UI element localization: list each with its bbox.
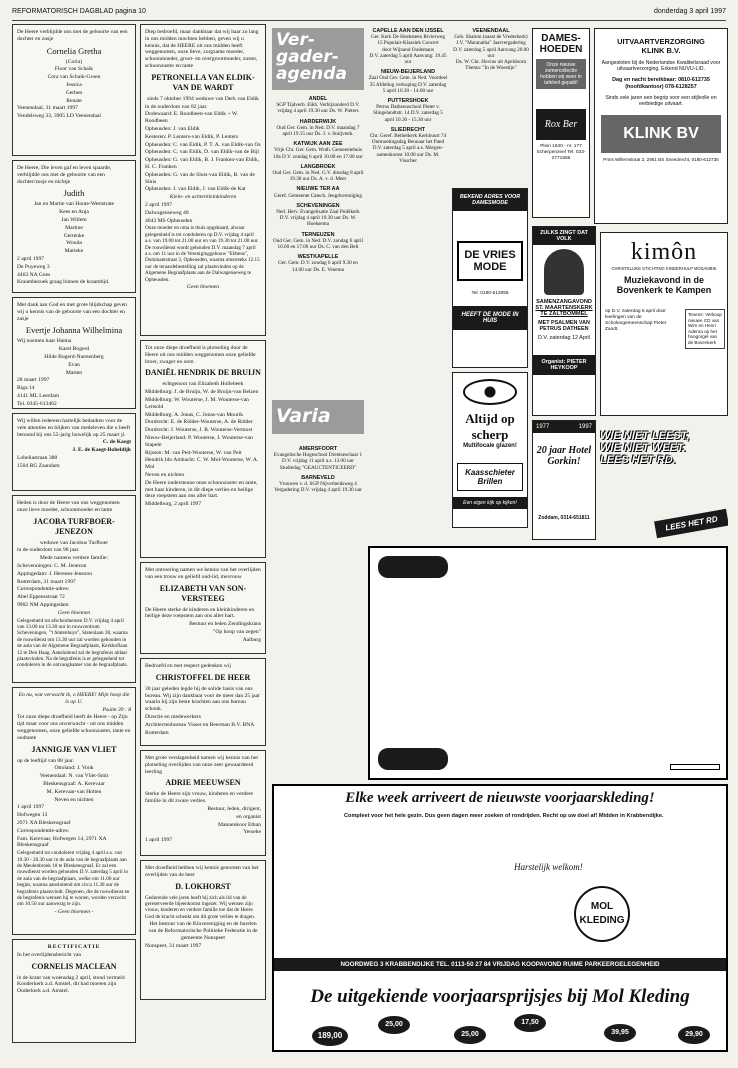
zulks-org: Organist: PIETER HEYKOOP [533,355,595,375]
dames-brand: Rox Ber [536,109,586,140]
ann10-sign1: Architectenbureau Visser en Beerman B.V. BNA [145,721,255,728]
zulks-t3: MET PSALMEN VAN PETRUS DATHEEN [538,320,590,332]
ann8-intro: Tot onze diepe droefheid is plotseling door de Heere uit ons midden weggenomen onze geliefde broer, zwager en oom [145,345,256,365]
ann11-sign2: Mannenkoor Ethan [217,821,261,828]
ag1-7: Oud Ger. Gem. in Ned. G.V. dinsdag 8 april 19.30 uur Ds. A. v. d. Meer [272,170,364,183]
ann5-note: Geen bloemen [57,609,91,616]
ann7-sub: sinds 7 oktober 1994 weduwe van Derk van Eldik [147,95,259,102]
altijd-tag: Een eigen kijk op kijken! [453,497,527,509]
rect-name: CORNELIS MACLEAN [31,961,117,971]
ann11-sign3: Yerseke [243,829,261,836]
ann5-text: Gelegenheid tot afscheidnemen D.V. vrijdag 4 april van 13.00 tot 13.30 uur in rouwcentrum Scheveningen, "'t Statenhuys", Statenlaan 38, waarna de rouwdienst om 13.30 uur zal worden gehouden in de aula van de Algemene Begraafplaats, Kerkhoflaan 12 te Den Haag. Aansluitend zal de begrafenis aldaar plaatsvinden. Na de begrafenis is er gelegenheid tot condoleren in de ontvangkamer van de begraafplaats. [17,617,128,669]
ann12-intro: Met droefheid hebben wij kennis genomen van het overlijden van de heer [145,865,259,878]
ann6-fam0: Ottoland: J. Vonk [54,765,94,772]
ag2-4: NIEUW-BEIJERLAND [380,69,436,76]
ad-mol-kleding [272,784,728,1052]
ann6-age: op de leeftijd van 88 jaar. [17,757,74,764]
ann7-fam0: Dodewaard: E. Roodbeen-van Eldik + W. Roodbeen [145,111,239,125]
ag3-0: VEENENDAAL [472,28,510,34]
announcement-4 [12,413,136,491]
ad-dameshoeden [532,28,590,218]
ag1-10: SCHEVENINGEN [296,202,340,209]
lees-t2: WIE NIET WEET. [600,442,686,454]
mode-head: BEKEND ADRES VOOR DAMESMODE [453,189,527,211]
varia-title: Varia [272,400,364,434]
johannus-t12 [670,764,720,770]
ag1-0: ANDEL [308,96,328,102]
lees-t3: LEES HET RD. [600,454,676,466]
ann5-address: Abel Eppensstraat 72 [17,594,65,601]
ann4-intro: Wij willen iedereen hartelijk bedanken voor de vele attenties en blijken van medeleven die u heeft betoond bij ons 55-jarig huwelijk op 25 maart jl. [17,418,131,438]
ann3-tel: Tel. 0345-613462 [17,400,57,407]
ann5-city: 9902 NM Appingedam [17,601,69,608]
ann2-fam4: Gertenke [63,232,85,239]
ann4-address: Lobeliastraan 388 [17,454,58,461]
ann6-verse: En nu, wat verwacht ik, o HEERE! Mijn hoop die is op U. [18,692,130,705]
ann8-sub: echtgenoot van Elizabeth Hollebeek [162,381,244,388]
ag2-3: D.V. zaterdag 5 april Aanvang: 19.45 uur [369,52,447,66]
ann4-name2: J. E. de Kaegt-Boheldijk [72,447,131,454]
hotel-t4: Zoddam, 0314-651811 [538,515,590,521]
ann9-sign0: Bestuur en leden Zendingskrans [189,621,261,628]
ann8-text: De Heere ondersteune onze schoonzuster en tante, met haar kinderen, in dit diepe verlies en heilige deze roepstem aan ons aller hart. [145,479,258,500]
ann10-intro: Bedroefd en met respect gedenken wij [145,663,231,669]
ann8-fam3: Dordrecht: E. de Ridder-Wouterse, A. de Ridder [145,419,253,426]
klink-logo: KLINK BV [601,115,721,153]
ag1-4: KATWIJK AAN ZEE [293,141,343,148]
ann5-name: JACOBA TURFBOER-JENEZON [33,516,115,536]
ag1-18: BARNEVELD [301,474,335,481]
ag3-1: Geb. Shalom (naast de Vrederkerk) J.V. "Maranatha" Jaarvergadering D.V. zaterdag 5 april Aanvang 20.00 uur [453,34,529,59]
ag1-13: Oud Ger. Gem. in Ned. D.V. zondag 6 april 10.00 en 17.00 uur Ds. C. van den Belt [273,237,363,251]
rect-intro: In het overlijdensbericht van [17,951,82,958]
kimon-t2: Bovenkerk te Kampen [616,285,712,295]
ann8-fam6: Rijssen: M. van Peit-Wouterse, W. van Peit [145,449,242,456]
ann10-name: CHRISTOFFEL DE HEER [155,672,251,682]
klink-phone: Dag en nacht bereikbaar: 0810-612735 (hoofdkantoor) 078-6128257 [612,77,710,90]
ad-johannus [368,546,728,780]
ann7-fam6: Opheusden: G. van de Sluis-van Eldik, B. van de Sluis [145,171,255,185]
kimon-t1: Muziekavond in de [623,275,704,285]
rectification [12,939,136,1043]
ad-kimon [600,232,728,416]
ann7-name: PETRONELLA VAN ELDIK-VAN DE WARDT [151,72,255,92]
ag1-17: Evangelische Hogeschool Drentseschaar 1 D.V. vrijdag 11 april a.s. 13.00 uur Studiedag "GEAUCTENTICEERD" [273,452,363,471]
ann7-city: 4043 MS Opheusden [145,217,193,224]
dames-t2: HOEDEN [539,44,583,55]
ann8-fam7: Hendrik Ido Ambacht: C. W. Mol-Wouterse, W. A. Mol [145,457,259,471]
klink-t1: UITVAARTVERZORGING [617,37,705,46]
altijd-t2: scherp [471,427,509,442]
announcement-9 [140,562,266,654]
ag1-8: NIEUWE TER AA [296,186,340,193]
announcement-7 [140,24,266,336]
klink-body: Aangesloten bij de Nederlandse Kwaliteitsraad voor uitvaartverzorging. Erkend NUVU-LID. [601,60,721,73]
ad-lees-het-rd [600,420,728,540]
ann7-fam8: Klein- en achterkleinkinderen [169,194,237,201]
ag1-9: Geref. Gemeente Catech. Jeugdvereniging [273,192,362,199]
announcement-3 [12,297,136,409]
ann8-fam2: Middelburg: A. Jonas, C. Jonas-van Mourik [145,411,244,418]
ann2-address: De Puyeweg 3 [17,263,50,270]
ann1-address: Vendelsweg 33, 3905 LD Veenendaal [17,113,101,120]
ann7-age: in de ouderdom van 82 jaar. [145,103,208,110]
ag1-2: HARDERWIJK [299,118,337,125]
klink-t2: KLINK B.V. [641,46,681,55]
ann6-name: JANNIGJE VAN VLIET [31,744,117,754]
ann1-fam4: Renate [66,97,82,104]
eye-icon [463,379,517,405]
ann8-place: Middelburg, 2 april 1997 [145,501,202,508]
ag1-14: WESTKAPELLE [297,254,339,261]
ag2-8: SLIEDRECHT [390,126,426,133]
ann3-address: Riga 14 [17,385,35,392]
announcement-5 [12,495,136,683]
ann6-intro: Tot onze diepe droefheid heeft de Heere - op Zijn tijd maar voor ons onverwacht - uit ons midden weggenomen, onze geliefde schoonzuster, tante en oudtante [17,714,131,741]
announcement-10 [140,658,266,746]
column-1 [12,24,136,1047]
altijd-t1: Altijd op [465,411,515,426]
ann2-fam0: Jan en Martie van Houte-Weststrate [33,201,114,208]
mol-price-6: 39,95 [604,1024,636,1042]
ann5-place: Rotterdam, 31 maart 1997 [17,578,76,585]
announcement-6 [12,687,136,935]
ann7-address: Dalwagenseweg 48 [145,209,189,216]
mol-brand: MOL KLEDING [574,886,630,942]
agenda-title: Ver- gader- agenda [272,28,364,90]
dames-body: Onze nieuwe zomercollectie hebben wij weer in tafelvol gepakt! [536,59,586,89]
ann10-sign2: Rotterdam [145,729,169,736]
mode-brand: DE VRIES MODE [457,241,523,281]
ann8-name: DANIËL HENDRIK DE BRUIJN [145,368,261,378]
ann1-intro: De Heere verblijdde ons met de geboorte van een dochter en zusje [17,29,128,42]
ag2-2: door Wijnand Oudemans [382,46,434,53]
mol-t1: Elke week arriveert de nieuwste voorjaarskleding! [345,790,655,806]
kimon-logo: kimôn [630,239,698,265]
ann1-place: Veenendaal, 31 maart 1997 [17,105,78,112]
mol-price-5: 25,00 [454,1026,486,1044]
ag1-16: AMERSFOORT [298,446,338,452]
ann9-name: ELIZABETH VAN SON-VERSTEEG [159,583,247,603]
ann12-sign0: Het bestuur van de Kinvereniging en de burelen van de Reformatorische Politieke Federatie in de gemeente Nunspeet [148,921,258,941]
kimon-right: Tevens: Verkoop nieuwe CD van Wim en Henri Aderna op het hoogorgel van de Bovenkerk [685,309,725,349]
ag2-9: Chr. Geref. Bethelkerk Kerkbuurt 74 Ontmoetingsdag Bennaar het Pand D.V. zaterdag 5 april a.s. Morgen-samenkomst 10.00 uur Ds. M. Visscher [369,133,447,164]
ann3-fam2: Evan [68,361,80,368]
ann3-intro: Met dank aan God en met grote blijdschap geven wij u kennis van de geboorte van een dochter en zusje [17,302,127,322]
ann3-place: 28 maart 1997 [17,377,50,384]
ag1-19: Vrouwen v. d. SGP Nijverheidsweg 4 Vergadering D.V. vrijdag 4 april 19.30 uur [274,481,362,494]
ann5-intro: Heden is door de Heere van ons weggenomen onze lieve moeder, schoonmoeder en tante [17,500,120,513]
ann7-fam5: Opheusden: G. van Eldik, B. J. Franken-van Eldik, H. C. Franken [145,157,260,170]
ag1-3: Oud Ger. Gem. in Ned. D.V. maandag 7 april 19.15 uur Ds. J. v. Stuijvenb. [276,124,360,138]
ann8-fam8: Neven en nichten [145,471,185,478]
mol-t2: Compleet voor het hele gezin. Dus geen dagen meer zoeken of rondrijden. Recht op uw doel af! Midden in Krabbendijke. [344,813,664,819]
ann7-text: Onze moeder en oma is thuis opgebaard, alwaar gelegenheid is tot condoleren op D.V. vrijdag 4 april a.s. van 19.00 tot 21.00 uur en van 19.30 tot 21.00 uur. De rouwdienst wordt gehouden D.V. maandag 7 april a.s. om 11 uur in de Vereniginggebouw "Ebbens", Dominantstraat 3, Opheusden, waarna omstreeks 12.15 uur de teraardebestelling zal plaatsvinden op de Algemene Begraafplaats aan de Dalwagenseweg te Opheusden. [145,225,260,283]
agenda-column-1b [272,446,364,497]
hotel-t2: 1997 [578,424,592,430]
agenda-column-3 [452,28,530,75]
ag2-5: Zaal Oud Ger. Gem. in Ned. Voordeel 35 Afdeling verkoping D.V. zaterdag 5 april 10.30 - 14.00 uur [368,75,448,94]
kimon-sub: CHRISTELIJKE STICHTING KINDERHULP MOSAMBIK [611,266,717,271]
ann5-corr: Correspondentie-adres: [17,586,70,593]
ann8-fam5: Nieuw-Beijerland: P. Wouterse, J. Wouterse-van Stapele [145,434,253,448]
ann1-sub: (Corla) [65,58,83,65]
ann3-city: 4141 ML Leerdam [17,392,60,399]
ann6-fam1: Veenendaal: N. van Vliet-Smit [39,773,109,780]
ann11-intro: Met grote verslagenheid namen wij kennis van het plotseling overlijden van onze zeer gewaardeerd leerling [145,755,258,775]
kimon-body: op D.V. zaterdag 5 april door leerlingen van de Scholengemeenschap Pieter Zandt. [605,309,667,332]
ag2-1: Ger. Kerk De Hoeksteen Rivierweg 15 Populair-Klassiek Concert [371,34,445,47]
ann7-intro: Diep bedroefd, maar dankbaar dat wij haar zo lang in ons midden mochten hebben, geven wij u kennis, dat de HEERE uit ons midden heeft weggenomen, onze lieve, zorgzame moeder, schoonmoeder, groot- en overgrootmoeder, zuster, schoonzuster en tante [145,29,259,69]
lees-t4: LEES HET RD [654,509,728,538]
ann1-fam1: Cora van Schaik-Groen [47,74,101,81]
ag1-15: Ger. Gem. D.V. zondag 6 april 9.30 en 14.00 uur Ds. E. Venema [278,260,358,273]
ann12-name: D. LOKHORST [175,881,231,891]
ann6-city: 2971 XA Bleskensgraaf [17,819,71,826]
ann2-fam6: Marieke [64,248,84,255]
ann4-city: 1504 RG Zaandam [17,462,60,469]
altijd-t3: Multifocale glazen! [463,443,517,449]
klink-addr: Prins Willemstraat 2, 2951 BS Sneedrecht, 0180-612735 [603,157,719,162]
ann9-text: De Heere sterke de kinderen en kleinkinderen en heilige deze roepstem aan ons aller hart. [145,606,255,620]
klink-extra: Sinds vele jaren een begrip voor een stijlvolle en eerbiedige uitvaart. [605,94,717,107]
ann7-fam2: Kesteren: P. Lenters-van Eldik, P. Lenters [145,133,239,140]
ann3-fam1: Hilde Bogerd-Nuenenberg [44,353,104,360]
mode-tag: HEEFT DE MODE IN HUIS [453,306,527,330]
ann1-fam2: Jessica [66,81,82,88]
announcement-11 [140,750,266,856]
ag2-7: Petrus Dathenuschool Pieter v. Slingelandtstr. 14 D.V. zaterdag 5 april 10.30 - 15.30 uur [373,104,443,123]
ann7-fam7: Opheusden: J. van Eldik, J. van Eldik-de Kat [145,186,246,193]
ag2-0: CAPELLE AAN DEN IJSSEL [372,28,444,34]
lees-t1: WIE NIET LEEST, [600,430,690,442]
mol-price-2: 17,50 [514,1014,546,1032]
ann5-age: in de ouderdom van 90 jaar. [17,547,80,554]
column-2 [140,24,266,1004]
ag1-6: LANGBROEK [300,163,336,170]
ann9-sign1: "Op hoop van zegen" [213,628,261,635]
zulks-t1: SAMENZANGAVOND [536,299,592,305]
ann10-sign0: Directie en medewerkers [145,713,201,720]
ann2-city: 4463 NA Goes [17,271,51,278]
altijd-brand: Kaasschieter Brillen [457,463,523,491]
ann6-corr: Correspondentie-adres: [17,827,70,834]
ann3-fam3: Marten [65,369,83,376]
ann6-place: 1 april 1997 [17,804,45,811]
ann7-fam1: Opheusden: J. van Eldik [145,125,200,132]
ann11-sign0: Bestuur, leden, dirigent, [207,805,261,812]
ann3-sub: Wij noemen haar Hanna [17,338,72,345]
agenda-column-2 [368,28,448,168]
ann2-name: Judith [63,188,85,199]
ann6-fam4: Neven en nichten [54,796,94,803]
zulks-portrait-icon [544,249,584,295]
zulks-t2: ST. MAARTENSKERK TE ZALTBOMMEL [535,305,593,317]
announcement-12 [140,860,266,1000]
ann8-fam0: Middelburg: J. de Bruijn, W. de Bruijn-van Belzen [145,389,259,396]
ann7-note: Geen bloemen [186,283,220,290]
ag1-1: SGP Tijdverb. Eikh. Verbijzonderd D.V. vrijdag 4 april 19.30 uur Ds. W. Pieters [276,102,360,115]
ann2-fam5: Wouda [66,240,82,247]
ann6-note: - Geen bloemen - [54,908,94,915]
ag2-6: PUTTERSHOEK [387,98,429,105]
ann2-fam2: Jan Willem [61,216,87,223]
mol-price-1: 25,00 [378,1016,410,1034]
ann1-name: Cornelia Gretha [46,45,102,56]
ann7-fam4: Opheusden: C. van Eldik, D. van Eldik-van de Bijl [145,149,259,156]
rect-text: in de krant van woensdag 2 april, stond vermeld Kouderkerk a.d. Amstel, dit had moeten zijn Ouderkerk a.d. Amstel. [17,974,125,995]
mol-t4: De uitgekiende voorjaarsprijsjes bij Mol Kleding [310,986,690,1007]
ann9-sign2: Aalburg [242,636,261,643]
mol-price-3: 29,90 [678,1026,710,1044]
ann8-fam4: Dordrecht: J. Wouterse, J. R. Wouterse-Vermost [145,427,253,434]
agenda-column-1 [272,96,364,277]
ann3-name: Evertje Johanna Wilhelmina [25,325,123,336]
ann1-fam0: Floor van Schaik [54,66,94,73]
mode-addr: Tel. 0180-512855 [471,291,509,296]
header-left: REFORMATORISCH DAGBLAD pagina 10 [12,8,146,15]
ann3-fam0: Karel Bogerd [58,346,90,353]
johannus-brand-top [378,556,448,578]
ann5-fam2: Appingedam: J. Herenes-Jenezon [17,570,93,577]
hotel-t1: 1977 [536,424,550,430]
ann11-sign1: en organist [236,813,261,820]
zulks-head: ZULKS ZINGT DAT VOLK [533,227,595,245]
ag3-2: Ds. W. Chr. Hovius uit Apeldoorn [455,59,527,66]
ad-hotel [532,420,596,540]
ann6-ref: Psalm 39 : 8 [102,706,131,713]
ann5-fam1: Schevenningen: C. M. Jenezon [17,562,87,569]
ad-de-vries-mode [452,188,528,368]
ann6-text: Gelegenheid tot condoleren vrijdag 4 april a.s. van 19.30 - 20.30 uur in de aula van de begraafplaats aan de Meulenbroek 18 te Bleskensgraaf. Er zal een rouwdienst worden gehouden D.V. zaterdag 5 april in de aula van de begraafplaats, welke om 11.00 uur begint, waarna aansluitend om circa 11.30 uur de begrafenis plaatsvindt. Degenen, die de rouwdienst en de begrafenis wensen bij te wonen, worden verzocht om 10.50 uur aanwezig te zijn. [17,850,130,908]
zulks-t4: D.V. zaterdag 12 April [538,335,590,341]
header-right: donderdag 3 april 1997 [653,8,726,15]
ann11-text: Sterke de Heere zijn vrouw, kinderen en verdere familie in dit zware verlies. [145,791,254,805]
ann1-fam3: Gerben [65,89,83,96]
ad-altijd-scherp [452,372,528,528]
ann2-intro: De Heere, Die leven gaf en leven spaarde, verblijdde ons met de geboorte van een dochter/zusje en nichtje [17,165,112,185]
ann2-note: Kraambezoek graag binnen de kraamtijd. [17,279,110,286]
announcement-1 [12,24,136,156]
ann7-fam3: Opheusden: C. van Eldik, P. T. A. van Eldik-van Os [145,141,261,148]
ann12-text: Gedurende vele jaren heeft hij zich als lid van de gereserveerde bijeenkomst ingezet. Wij wensen zijn vrouw, kinderen en verdere familie toe dat de Heere God de kracht schenkt om dit grote verlies te dragen. [145,894,256,920]
hotel-years [533,421,595,433]
ann11-name: ADRIE MEEUWSEN [165,778,241,788]
ann2-fam1: Kees en Anja [59,209,89,216]
ag3-3: Thema: "In de Woestijn" [465,65,517,72]
page-header [12,6,726,21]
ann5-sub: weduwe van Jacobus Turfboer [39,539,109,546]
ann6-fam3: M. Kerevaar-van Holten [46,788,102,795]
announcement-8 [140,340,266,558]
ag1-5: Vrije Chr. Ger. Gem. Wuth. Gemeentehuis 10a D.V. zondag 6 april 10.00 en 17.00 uur [273,147,363,160]
announcement-2 [12,160,136,293]
ann4-name: C. de Kaegt [102,439,131,446]
ann6-address: Hofwegen 13 [17,812,48,819]
ad-zulks [532,226,596,416]
ann10-text: 30 jaar geleden legde hij de solide basis van ons bureau. Wij zijn dankbaar voor de meer dan 25 jaar waarin hij zijn beste krachten aan ons bureau schonk. [145,685,260,713]
ann8-fam1: Middelburg: W. Wouterse, J. M. Wouterse-van Leitsold [145,396,249,410]
ag1-11: Ned. Herv. Evangelisatie Zaal Pniëlkerk D.V. vrijdag 4 april 19.30 uur Ds. W. Hoeksema [276,209,360,228]
mol-t3: Harstelijk welkom! [514,862,583,872]
dames-addr: Plein 1940 - nr. 177 Scherpenzeel Tel. 033-2771556 [536,144,586,161]
mol-price-4: 189,00 [312,1026,348,1046]
hotel-t3: 20 jaar Hotel Gorkin! [536,445,592,467]
ag1-12: TERNEUZEN [301,231,335,238]
ann5-fam0: Mede namens verdere familie: [39,555,109,562]
ann6-fam2: Bleskensgraaf: A. Kerevaar [43,780,105,787]
ad-klink [594,28,728,224]
ann12-place: Nunspeet, 31 maart 1997 [145,942,202,949]
mol-addr: NOORDWEG 3 KRABBENDIJKE TEL. 0113-50 27 84 VRIJDAG KOOPAVOND RUIME PARKEERGELEGENHEID [274,958,726,971]
ann2-fam3: Martine [65,224,83,231]
ann7-place: 2 april 1997 [145,201,173,208]
ann6-corr2: Fam. Kerevaar, Hofwegen 14, 2971 XA Bleskensgraaf [17,835,107,849]
ann11-place: 1 april 1997 [145,837,173,844]
ann2-place: 2 april 1997 [17,255,45,262]
dames-t1: DAMES- [541,33,581,44]
rect-head: RECTIFICATIE [47,944,101,950]
ann9-intro: Met ontroering namen we kennis van het overlijden van een trouw en geliefd oud-lid, mevrouw [145,567,261,580]
johannus-brand-bottom [378,748,448,770]
